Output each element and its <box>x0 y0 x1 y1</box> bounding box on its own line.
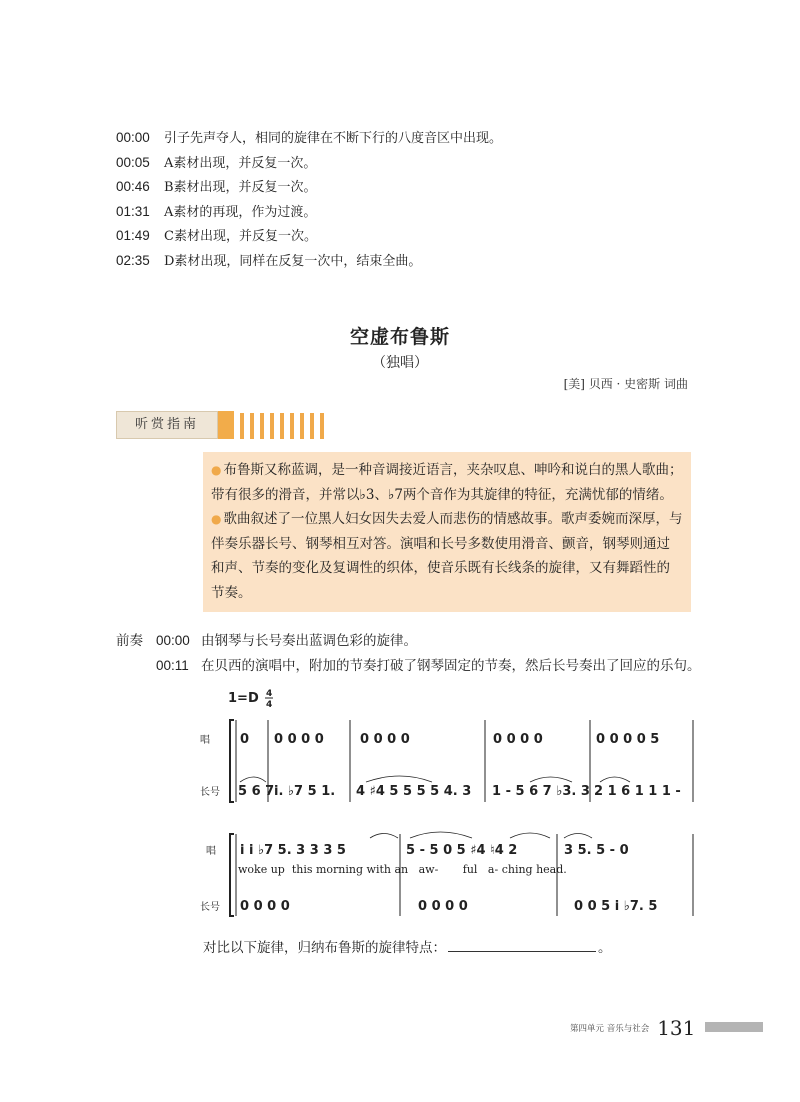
score-time-bottom: 4 <box>266 700 273 710</box>
timeline-time: 00:46 <box>116 179 150 194</box>
song-subtitle: （独唱） <box>372 355 428 371</box>
prelude-section <box>116 628 701 678</box>
page-number: 131 <box>657 1016 696 1040</box>
score-bar: 3 5. 5 - 0 <box>564 843 629 858</box>
score-bar: 5 6 7 <box>238 784 275 799</box>
score-bar: 5 - 5 0 5 ♯4 ♮4 2 <box>406 843 518 858</box>
guide-item-text: 歌曲叙述了一位黑人妇女因失去爱人而悲伤的情感故事。歌声委婉而深厚，与伴奏乐器长号、钢琴相互对答。演唱和长号多数使用滑音、颤音，钢琴则通过和声、节奏的变化及复调性的织体，使音乐既有长线条的旋律，又有舞蹈性的节奏。 <box>211 511 683 601</box>
comparison-task <box>203 936 612 956</box>
score-bar: 0 0 0 0 <box>418 899 468 914</box>
staff-label: 唱 <box>200 735 210 746</box>
score-lyrics: woke up this morning with an aw- ful a- ching head. <box>238 863 567 876</box>
score-bar: 0 0 0 0 <box>493 732 543 747</box>
footer-bar <box>705 1022 763 1032</box>
timeline-row <box>116 175 502 200</box>
prelude-row <box>116 653 701 678</box>
song-credit: [美] 贝西 · 史密斯 词曲 <box>563 377 688 391</box>
timeline-desc: D素材出现，同样在反复一次中，结束全曲。 <box>164 253 422 269</box>
timeline-desc: A素材出现，并反复一次。 <box>164 155 317 171</box>
prelude-time: 00:00 <box>156 633 190 648</box>
task-prefix: 对比以下旋律，归纳布鲁斯的旋律特点： <box>203 940 446 956</box>
score-bar: 0 0 0 0 <box>360 732 410 747</box>
guide-accent-block <box>218 411 234 439</box>
system-bracket <box>230 720 234 802</box>
score <box>200 684 700 924</box>
staff-label: 长号 <box>200 787 220 798</box>
slur <box>530 777 572 782</box>
score-bar: i i ♭7 5. 3 3 3 5 <box>240 843 346 858</box>
timeline-row <box>116 151 502 176</box>
guide-header <box>116 411 316 439</box>
prelude-desc: 由钢琴与长号奏出蓝调色彩的旋律。 <box>201 633 417 649</box>
prelude-row <box>116 628 701 653</box>
slur <box>240 777 266 782</box>
answer-blank[interactable] <box>448 937 596 952</box>
score-bar: 0 0 0 0 <box>274 732 324 747</box>
staff-label: 唱 <box>206 846 216 857</box>
bullet-icon: ● <box>211 463 222 477</box>
timeline-time: 01:31 <box>116 203 150 219</box>
score-bar: i. ♭7 5 1. <box>274 784 336 799</box>
staff-label: 长号 <box>200 902 220 913</box>
timeline-time: 02:35 <box>116 252 150 268</box>
timeline-row <box>116 200 502 225</box>
timeline-row <box>116 126 502 151</box>
system-bracket <box>230 834 234 916</box>
score-bar: 0 0 5 i ♭7. 5 <box>574 899 658 914</box>
slur <box>600 777 630 782</box>
task-suffix: 。 <box>598 940 612 956</box>
timeline-desc: A素材的再现，作为过渡。 <box>164 204 317 220</box>
timeline-desc: C素材出现，并反复一次。 <box>164 229 317 244</box>
prelude-label: 前奏 <box>116 633 143 649</box>
timeline <box>116 126 502 273</box>
guide-item-text: 布鲁斯又称蓝调，是一种音调接近语言，夹杂叹息、呻吟和说白的黑人歌曲；带有很多的滑音，并常以♭3、♭7两个音作为其旋律的特征，充满忧郁的情绪。 <box>211 462 683 503</box>
page-footer <box>570 1016 695 1040</box>
slur <box>410 832 472 838</box>
timeline-time: 01:49 <box>116 228 150 243</box>
score-time-top: 4 <box>266 689 273 699</box>
score-bar: 1 - 5 6 7 ♭3. 3 <box>492 784 590 799</box>
score-bar: 0 0 0 0 <box>240 899 290 914</box>
score-key: 1=D <box>228 691 259 706</box>
guide-box <box>203 452 691 612</box>
score-bar: 2 1 6 1 1 1 - <box>594 784 681 799</box>
slur <box>366 776 432 782</box>
footer-unit: 第四单元 音乐与社会 <box>570 1024 650 1034</box>
prelude-desc: 在贝西的演唱中，附加的节奏打破了钢琴固定的节奏，然后长号奏出了回应的乐句。 <box>201 658 701 674</box>
timeline-row <box>116 224 502 249</box>
timeline-row <box>116 249 502 274</box>
timeline-time: 00:00 <box>116 130 150 145</box>
score-bar: 0 0 0 0 5 <box>596 732 660 747</box>
slur <box>510 833 550 838</box>
prelude-time: 00:11 <box>156 658 189 673</box>
guide-item <box>211 507 683 605</box>
timeline-time: 00:05 <box>116 154 150 170</box>
guide-item <box>211 458 683 507</box>
score-bar: 0 <box>240 732 250 747</box>
bullet-icon: ● <box>211 512 222 526</box>
guide-stripes <box>240 413 330 439</box>
song-title: 空虚布鲁斯 <box>349 326 450 348</box>
slur <box>564 834 592 839</box>
slur <box>370 834 398 839</box>
guide-label: 听赏指南 <box>116 411 218 439</box>
score-bar: 4 ♯4 5 5 5 5 4. 3 <box>356 784 472 799</box>
timeline-desc: B素材出现，并反复一次。 <box>164 180 317 195</box>
timeline-desc: 引子先声夺人，相同的旋律在不断下行的八度音区中出现。 <box>164 131 503 146</box>
